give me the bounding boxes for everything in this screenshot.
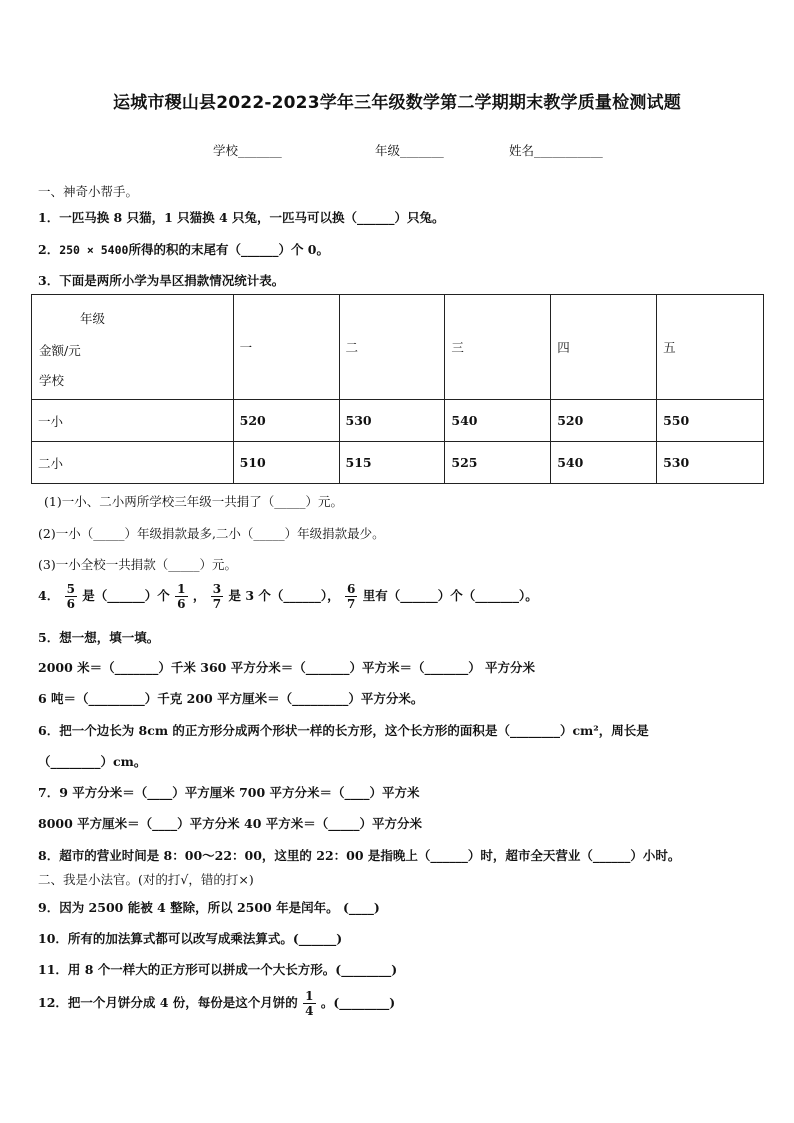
question-4 (38, 583, 538, 610)
question-5-line-2: 6 吨＝（_________）千克 200 平方厘米＝（_________）平方分米。 (38, 691, 424, 706)
value-cell: 550 (657, 400, 764, 442)
question-11: 11．用 8 个一样大的正方形可以拼成一个大长方形。(________) (38, 962, 398, 977)
question-12-text: 12．把一个月饼分成 4 份，每份是这个月饼的 (38, 995, 298, 1010)
fraction-6-7: $\frac{6}{7}$ (346, 582, 356, 611)
value-cell: 520 (233, 400, 339, 442)
question-5: 5．想一想，填一填。 (38, 630, 160, 645)
grade-header-cell: 三 (445, 295, 551, 400)
question-2-text: 所得的积的末尾有（______）个 0。 (128, 242, 330, 257)
question-3-sub-3: (3)一小全校一共捐款（_____）元。 (38, 557, 237, 572)
question-3-sub-2: (2)一小（_____）年级捐款最多,二小（_____）年级捐款最少。 (38, 526, 385, 541)
grade-header-cell: 一 (233, 295, 339, 400)
section-1-heading: 一、神奇小帮手。 (38, 184, 139, 199)
question-4-text: 是 3 个（______）， (228, 588, 340, 603)
question-10: 10．所有的加法算式都可以改写成乘法算式。(______) (38, 931, 343, 946)
question-2 (38, 240, 329, 258)
value-cell: 525 (445, 442, 551, 484)
value-cell: 530 (657, 442, 764, 484)
fraction-5-6: $\frac{5}{6}$ (66, 582, 75, 611)
question-4-text: 里有（______）个（_______）。 (362, 588, 538, 603)
question-4-text: ， (192, 588, 206, 603)
value-cell: 540 (551, 442, 657, 484)
grade-field[interactable]: 年级_______ (375, 143, 444, 158)
school-name-cell: 一小 (32, 400, 234, 442)
question-7-line-1: 7．9 平方分米＝（____）平方厘米 700 平方分米＝（____）平方米 (38, 785, 420, 800)
question-8: 8．超市的营业时间是 8：00～22：00，这里的 22：00 是指晚上（______）时，超市全天营业（______）小时。 (38, 848, 681, 863)
question-4-number: 4． (38, 588, 60, 603)
fraction-1-6: $\frac{1}{6}$ (177, 582, 186, 611)
value-cell: 520 (551, 400, 657, 442)
question-2-number: 2． (38, 242, 60, 257)
value-cell: 515 (339, 442, 445, 484)
question-12-text: 。(________) (320, 995, 396, 1010)
question-4-text: 是（______）个 (82, 588, 170, 603)
fraction-3-7: $\frac{3}{7}$ (212, 582, 222, 611)
table-row (32, 442, 764, 484)
school-field[interactable]: 学校_______ (213, 143, 282, 158)
page-title: 运城市稷山县2022-2023学年三年级数学第二学期期末教学质量检测试题 (113, 93, 681, 113)
fraction-1-4: $\frac{1}{4}$ (305, 989, 314, 1018)
value-cell: 530 (339, 400, 445, 442)
school-name-cell: 二小 (32, 442, 234, 484)
grade-header-cell: 五 (657, 295, 764, 400)
value-cell: 510 (233, 442, 339, 484)
section-2-heading: 二、我是小法官。(对的打√，错的打×) (38, 872, 254, 887)
question-5-line-1: 2000 米＝（_______）千米 360 平方分米＝（_______）平方米＝（_______） 平方分米 (38, 660, 536, 675)
corner-label-grade: 年级 (80, 311, 106, 326)
grade-header-cell: 二 (339, 295, 445, 400)
question-6-line-2: （________）cm。 (38, 754, 147, 769)
question-7-line-2: 8000 平方厘米＝（____）平方分米 40 平方米＝（_____）平方分米 (38, 816, 422, 831)
question-3: 3．下面是两所小学为旱区捐款情况统计表。 (38, 273, 285, 288)
question-3-sub-1: (1)一小、二小两所学校三年级一共捐了（_____）元。 (44, 494, 343, 509)
value-cell: 540 (445, 400, 551, 442)
question-1: 1．一匹马换 8 只猫，1 只猫换 4 只兔，一匹马可以换（______）只兔。 (38, 210, 445, 225)
question-6-line-1: 6．把一个边长为 8cm 的正方形分成两个形状一样的长方形，这个长方形的面积是（________）cm²，周长是 (38, 723, 649, 738)
corner-label-school: 学校 (39, 373, 65, 388)
corner-label-amount: 金额/元 (39, 343, 81, 358)
name-field[interactable]: 姓名___________ (509, 143, 603, 158)
question-9: 9．因为 2500 能被 4 整除，所以 2500 年是闰年。 (____) (38, 900, 380, 915)
table-header-row (32, 295, 764, 400)
table-corner-cell (32, 295, 234, 400)
question-2-expression: 250 × 5400 (59, 243, 129, 257)
grade-header-cell: 四 (551, 295, 657, 400)
table-row (32, 400, 764, 442)
question-12 (38, 990, 395, 1017)
donation-table (31, 294, 764, 484)
